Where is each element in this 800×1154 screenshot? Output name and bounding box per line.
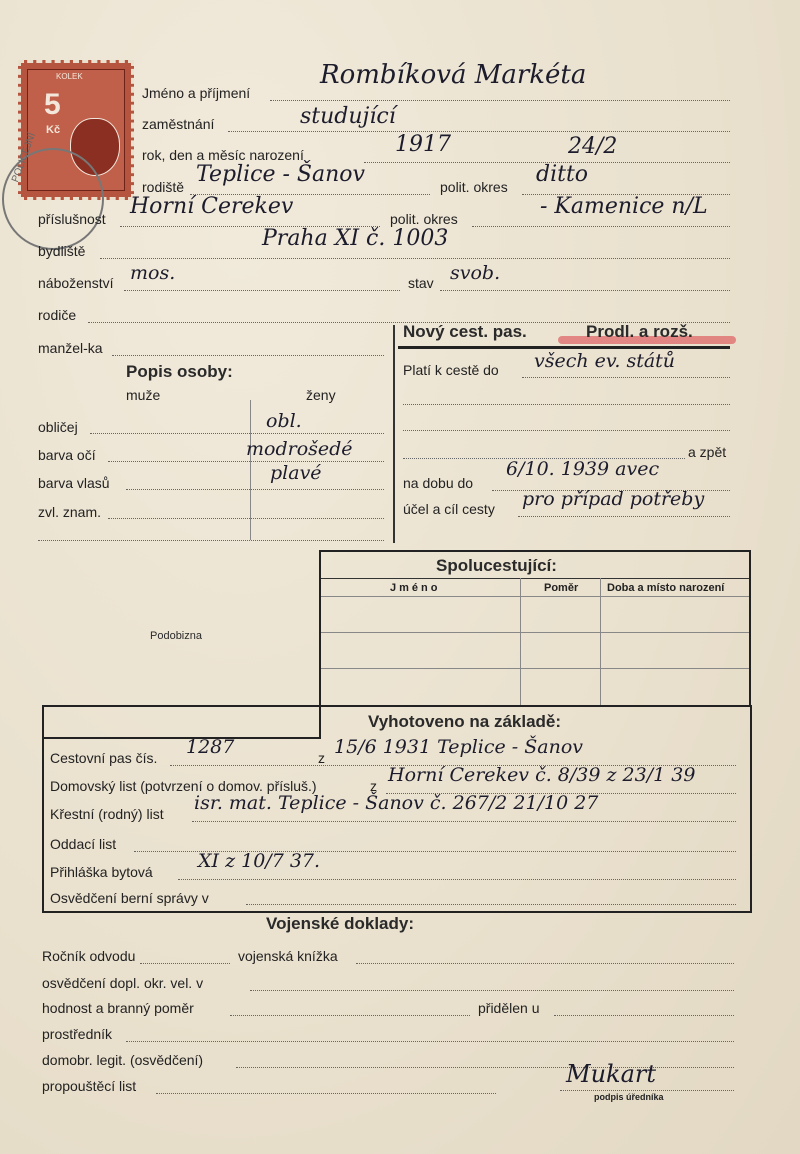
col-name-header: Jméno: [390, 582, 441, 594]
job-value: studující: [300, 104, 396, 129]
book-label: vojenská knížka: [238, 948, 338, 964]
col-divider-2: [600, 578, 601, 705]
photo-label: Podobizna: [150, 630, 202, 642]
year-line: [140, 963, 230, 964]
discharge-line: [156, 1093, 496, 1094]
hair-line: [126, 489, 384, 490]
registration-label: Přihláška bytová: [50, 864, 153, 880]
middle-line: [126, 1041, 734, 1042]
col-divider-1: [520, 578, 521, 705]
polit-label-1: polit. okres: [440, 179, 508, 195]
purpose-line: [518, 516, 730, 517]
valid-label: Platí k cestě do: [403, 362, 499, 378]
companions-header-rule: [321, 596, 749, 597]
home-label: Domovský list (potvrzení o domov. přísluš.): [50, 778, 317, 794]
pass-title-2: Prodl. a rozš.: [586, 322, 693, 341]
year-label: Ročník odvodu: [42, 948, 136, 964]
name-label: Jméno a příjmení: [142, 85, 251, 101]
assigned-label: přidělen u: [478, 1000, 540, 1016]
duration-value: 6/10. 1939 avec: [506, 458, 660, 480]
baptism-value: isr. mat. Teplice - Šanov č. 267/2 21/10 27: [194, 792, 599, 814]
purpose-label: účel a cíl cesty: [403, 501, 495, 517]
discharge-label: propouštěcí list: [42, 1078, 137, 1094]
description-bottom-line: [38, 540, 384, 541]
description-title: Popis osoby:: [126, 362, 233, 381]
basis-title: Vyhotoveno na základě:: [368, 712, 562, 731]
valid-line-2: [403, 404, 730, 405]
companions-title-rule: [321, 578, 749, 579]
residence-line: [100, 258, 730, 259]
signature-label: podpis úředníka: [594, 1092, 664, 1102]
passport-value: 15/6 1931 Teplice - Šanov: [334, 736, 583, 758]
religion-line: [124, 290, 400, 291]
cert-label: osvědčení dopl. okr. vel. v: [42, 975, 204, 991]
hair-label: barva vlasů: [38, 475, 110, 491]
eyes-value: modrošedé: [246, 438, 353, 460]
baptism-line: [192, 821, 736, 822]
duration-label: na dobu do: [403, 475, 474, 491]
basis-step-line: [44, 737, 321, 739]
assigned-line: [554, 1015, 734, 1016]
residence-value: Praha XI č. 1003: [262, 226, 449, 251]
face-label: obličej: [38, 419, 78, 435]
stamp-value: 5: [44, 88, 61, 121]
birth-label: rok, den a měsíc narození: [142, 147, 304, 163]
legion-line: [236, 1067, 734, 1068]
cert-line: [250, 990, 734, 991]
stamp-currency: Kč: [46, 124, 61, 136]
home-from: z: [370, 778, 377, 794]
seal-text: POLICEJNÍ: [10, 131, 39, 184]
legion-label: domobr. legit. (osvědčení): [42, 1052, 204, 1068]
military-title: Vojenské doklady:: [266, 914, 415, 933]
job-label: zaměstnání: [142, 116, 215, 132]
pass-title-underline: [398, 346, 730, 349]
belonging-label: příslušnost: [38, 211, 106, 227]
spouse-line: [112, 355, 384, 356]
polit-line-2: [472, 226, 730, 227]
religion-label: náboženství: [38, 275, 114, 291]
companions-row-rule-2: [321, 668, 749, 669]
pass-divider: [393, 325, 395, 543]
tax-line: [246, 904, 736, 905]
back-label: a zpět: [688, 444, 727, 460]
religion-value: mos.: [130, 262, 176, 284]
home-value: Horní Cerekev č. 8/39 z 23/1 39: [388, 764, 696, 786]
parents-label: rodiče: [38, 307, 77, 323]
male-header: muže: [126, 387, 161, 403]
passport-from: z: [318, 750, 325, 766]
companions-row-rule-1: [321, 632, 749, 633]
rank-label: hodnost a branný poměr: [42, 1000, 194, 1016]
face-line: [90, 433, 384, 434]
birth-year: 1917: [395, 132, 451, 157]
valid-line-3: [403, 430, 730, 431]
valid-line: [522, 377, 730, 378]
book-line: [356, 963, 734, 964]
status-line: [440, 290, 730, 291]
registration-line: [178, 879, 736, 880]
rank-line: [230, 1015, 470, 1016]
baptism-label: Křestní (rodný) list: [50, 806, 164, 822]
col-birth-header: Doba a místo narození: [607, 582, 725, 594]
polit-value-2: - Kamenice n/L: [540, 194, 708, 219]
status-value: svob.: [450, 262, 501, 284]
status-label: stav: [408, 275, 434, 291]
pass-title: Nový cest. pas.: [403, 322, 527, 341]
spouse-label: manžel-ka: [38, 340, 103, 356]
police-seal: [2, 131, 104, 250]
middle-label: prostředník: [42, 1026, 113, 1042]
marriage-label: Oddací list: [50, 836, 117, 852]
job-line: [228, 131, 730, 132]
name-line: [270, 100, 730, 101]
birth-day: 24/2: [568, 134, 618, 159]
passport-label: Cestovní pas čís.: [50, 750, 158, 766]
female-header: ženy: [306, 387, 336, 403]
purpose-value: pro případ potřeby: [522, 488, 705, 510]
col-relation-header: Poměr: [544, 582, 579, 594]
eyes-label: barva očí: [38, 447, 96, 463]
registration-value: XI z 10/7 37.: [198, 850, 321, 872]
polit-label-2: polit. okres: [390, 211, 458, 227]
marks-label: zvl. znam.: [38, 504, 102, 520]
face-value: obl.: [266, 410, 302, 432]
passport-number: 1287: [186, 736, 235, 758]
description-divider: [250, 400, 251, 540]
belonging-value: Horní Cerekev: [130, 194, 294, 219]
name-value: Rombíková Markéta: [320, 60, 587, 90]
stamp-top-text: KOLEK: [56, 72, 83, 81]
marks-line: [108, 518, 384, 519]
polit-value-1: ditto: [536, 162, 589, 187]
companions-title: Spolucestující:: [436, 556, 557, 575]
birthplace-value: Teplice - Šanov: [196, 162, 365, 187]
valid-value: všech ev. států: [534, 350, 676, 372]
official-signature: Mukart: [566, 1060, 656, 1088]
tax-label: Osvědčení berní správy v: [50, 890, 209, 906]
residence-label: bydliště: [38, 243, 86, 259]
eyes-line: [108, 461, 384, 462]
birthplace-label: rodiště: [142, 179, 185, 195]
hair-value: plavé: [270, 462, 322, 484]
signature-line: [560, 1090, 734, 1091]
